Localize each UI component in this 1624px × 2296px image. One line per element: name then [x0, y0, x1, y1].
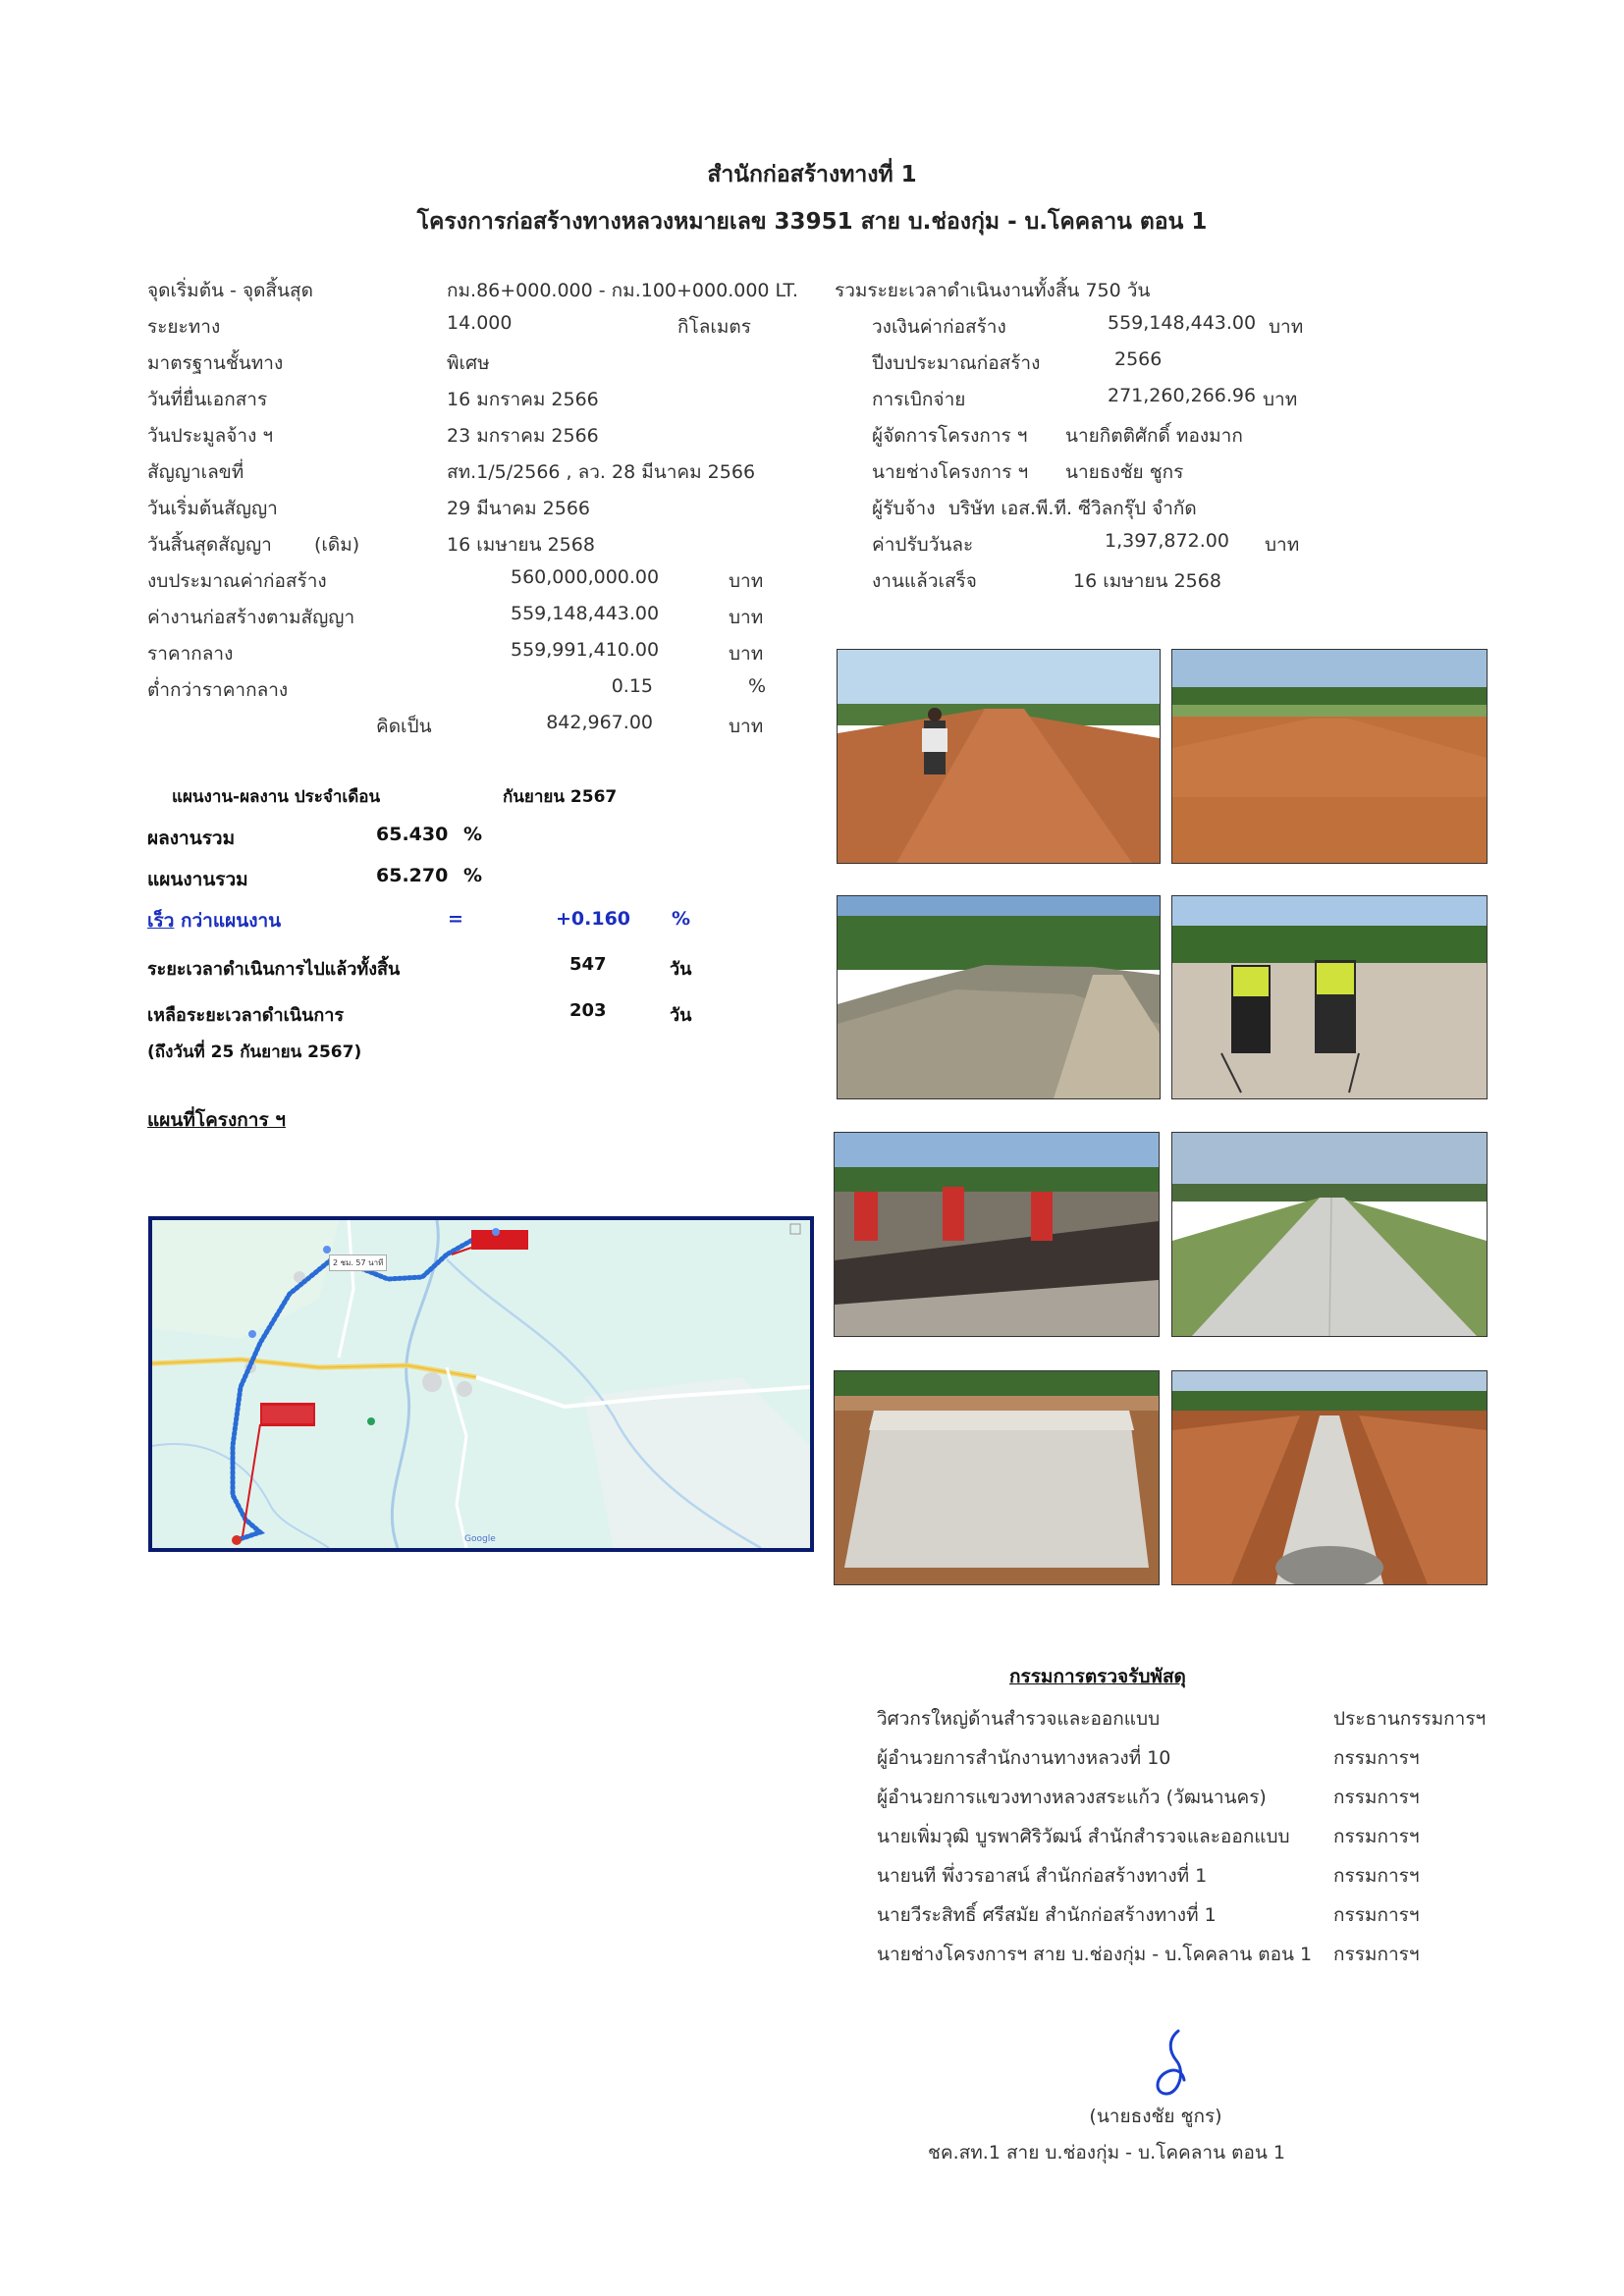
budget-label: ราคากลาง — [147, 643, 234, 665]
budget-label: งบประมาณค่าก่อสร้าง — [147, 570, 327, 592]
committee-role: ประธานกรรมการฯ — [1333, 1708, 1487, 1730]
ahead-equals: = — [448, 908, 463, 930]
remain-unit: วัน — [670, 1005, 692, 1026]
map-heading: แผนที่โครงการ ฯ — [147, 1109, 286, 1131]
remain-label: เหลือระยะเวลาดำเนินการ — [147, 1005, 345, 1026]
info-value: สท.1/5/2566 , ลว. 28 มีนาคม 2566 — [447, 461, 756, 483]
ahead-word: เร็ว — [147, 910, 175, 932]
info-value: นายธงชัย ชูกร — [1065, 461, 1184, 483]
route-time-chip: 2 ชม. 57 นาที — [329, 1255, 387, 1271]
project-title: โครงการก่อสร้างทางหลวงหมายเลข 33951 สาย บ.ช่องกุ่ม - บ.โคคลาน ตอน 1 — [416, 209, 1208, 235]
office-title: สำนักก่อสร้างทางที่ 1 — [707, 162, 917, 187]
info-value: 16 เมษายน 2568 — [1073, 570, 1221, 592]
elapsed-value: 547 — [569, 954, 607, 975]
info-value: 1,397,872.00 — [1105, 530, 1229, 552]
remain-value: 203 — [569, 1000, 607, 1021]
info-value: พิเศษ — [447, 352, 490, 374]
info-unit: บาท — [1263, 389, 1298, 410]
info-value: 559,148,443.00 — [1108, 312, 1257, 334]
committee-member: ผู้อำนวยการสำนักงานทางหลวงที่ 10 — [877, 1747, 1171, 1769]
budget-unit: % — [748, 675, 767, 697]
elapsed-unit: วัน — [670, 959, 692, 980]
committee-member: วิศวกรใหญ่ด้านสำรวจและออกแบบ — [877, 1708, 1161, 1730]
committee-heading: กรรมการตรวจรับพัสดุ — [1009, 1666, 1186, 1687]
info-label: วงเงินค่าก่อสร้าง — [872, 316, 1006, 338]
photo-concrete-road — [1171, 1132, 1488, 1337]
budget-label: ต่ำกว่าราคากลาง — [147, 679, 289, 701]
budget-value: 0.15 — [611, 675, 653, 697]
actual-value: 65.430 — [376, 824, 449, 845]
total-duration: รวมระยะเวลาดำเนินงานทั้งสิ้น 750 วัน — [835, 280, 1151, 301]
info-label: วันที่ยื่นเอกสาร — [147, 389, 268, 410]
info-value: 14.000 — [447, 312, 513, 334]
photo-dirt-road — [1171, 649, 1488, 864]
committee-role: กรรมการฯ — [1333, 1904, 1420, 1926]
as-of-date: (ถึงวันที่ 25 กันยายน 2567) — [147, 1042, 362, 1062]
committee-role: กรรมการฯ — [1333, 1865, 1420, 1887]
committee-member: ผู้อำนวยการแขวงทางหลวงสระแก้ว (วัฒนานคร) — [877, 1787, 1267, 1808]
info-label: ผู้จัดการโครงการ ฯ — [872, 425, 1028, 447]
info-label: งานแล้วเสร็จ — [872, 570, 977, 592]
committee-role: กรรมการฯ — [1333, 1747, 1420, 1769]
info-label: ค่าปรับวันละ — [872, 534, 974, 556]
budget-unit: บาท — [729, 643, 764, 665]
info-note: (เดิม) — [314, 534, 360, 556]
info-label: ปีงบประมาณก่อสร้าง — [872, 352, 1041, 374]
info-value: นายกิตติศักดิ์ ทองมาก — [1065, 425, 1243, 447]
info-label: วันประมูลจ้าง ฯ — [147, 425, 274, 447]
ahead-label: กว่าแผนงาน — [181, 910, 282, 932]
info-label: การเบิกจ่าย — [872, 389, 966, 410]
committee-role: กรรมการฯ — [1333, 1826, 1420, 1847]
budget-label: ค่างานก่อสร้างตามสัญญา — [147, 607, 355, 628]
budget-unit: บาท — [729, 607, 764, 628]
info-value: 2566 — [1114, 348, 1163, 370]
plan-label: แผนงานรวม — [147, 869, 248, 890]
signer-position: ชค.สท.1 สาย บ.ช่องกุ่ม - บ.โคคลาน ตอน 1 — [928, 2142, 1285, 2163]
photo-site-survey — [837, 649, 1161, 864]
info-label: มาตรฐานชั้นทาง — [147, 352, 284, 374]
info-label: นายช่างโครงการ ฯ — [872, 461, 1029, 483]
photo-concrete-paving — [834, 1132, 1160, 1337]
info-value: 16 เมษายน 2568 — [447, 534, 595, 556]
info-value: 29 มีนาคม 2566 — [447, 498, 591, 519]
progress-heading: แผนงาน-ผลงาน ประจำเดือน — [172, 787, 381, 807]
map-canvas — [152, 1220, 810, 1548]
committee-member: นายเพิ่มวุฒิ บูรพาศิริวัฒน์ สำนักสำรวจและออกแบบ — [877, 1826, 1290, 1847]
actual-label: ผลงานรวม — [147, 828, 236, 849]
committee-member: นายช่างโครงการฯ สาย บ.ช่องกุ่ม - บ.โคคลาน ตอน 1 — [877, 1944, 1313, 1965]
ahead-value: +0.160 — [556, 908, 631, 930]
signer-name: (นายธงชัย ชูกร) — [1089, 2106, 1222, 2127]
photo-concrete-slab — [834, 1370, 1160, 1585]
signature-mark — [1139, 2025, 1208, 2104]
info-value: 16 มกราคม 2566 — [447, 389, 599, 410]
budget-unit: บาท — [729, 570, 764, 592]
actual-unit: % — [463, 824, 483, 845]
budget-value: 560,000,000.00 — [511, 566, 660, 588]
progress-month: กันยายน 2567 — [503, 787, 618, 807]
photo-gravel-piles — [837, 895, 1161, 1099]
plan-value: 65.270 — [376, 865, 449, 886]
info-label: จุดเริ่มต้น - จุดสิ้นสุด — [147, 280, 313, 301]
info-label: วันสิ้นสุดสัญญา — [147, 534, 272, 556]
info-value: บริษัท เอส.พี.ที. ซีวิลกรุ๊ป จำกัด — [948, 498, 1197, 519]
google-logo: Google — [464, 1534, 496, 1544]
budget-value: 842,967.00 — [546, 712, 653, 733]
info-label: สัญญาเลขที่ — [147, 461, 244, 483]
info-label: วันเริ่มต้นสัญญา — [147, 498, 278, 519]
info-value: 271,260,266.96 — [1108, 385, 1257, 406]
budget-value: 559,148,443.00 — [511, 603, 660, 624]
info-label: ระยะทาง — [147, 316, 221, 338]
photo-surveyors — [1171, 895, 1488, 1099]
elapsed-label: ระยะเวลาดำเนินการไปแล้วทั้งสิ้น — [147, 959, 401, 980]
info-label: ผู้รับจ้าง — [872, 498, 936, 519]
photo-drainage-pipe — [1171, 1370, 1488, 1585]
ahead-unit: % — [672, 908, 691, 930]
info-unit: กิโลเมตร — [677, 316, 751, 338]
info-unit: บาท — [1265, 534, 1300, 556]
info-value: 23 มกราคม 2566 — [447, 425, 599, 447]
committee-role: กรรมการฯ — [1333, 1787, 1420, 1808]
budget-value: 559,991,410.00 — [511, 639, 660, 661]
project-map[interactable] — [148, 1216, 814, 1552]
info-value: กม.86+000.000 - กม.100+000.000 LT. — [447, 280, 798, 301]
plan-unit: % — [463, 865, 483, 886]
info-unit: บาท — [1269, 316, 1304, 338]
budget-label: คิดเป็น — [376, 716, 432, 737]
committee-member: นายนที พึ่งวรอาสน์ สำนักก่อสร้างทางที่ 1 — [877, 1865, 1208, 1887]
committee-role: กรรมการฯ — [1333, 1944, 1420, 1965]
budget-unit: บาท — [729, 716, 764, 737]
committee-member: นายวีระสิทธิ์ ศรีสมัย สำนักก่อสร้างทางที่ 1 — [877, 1904, 1217, 1926]
